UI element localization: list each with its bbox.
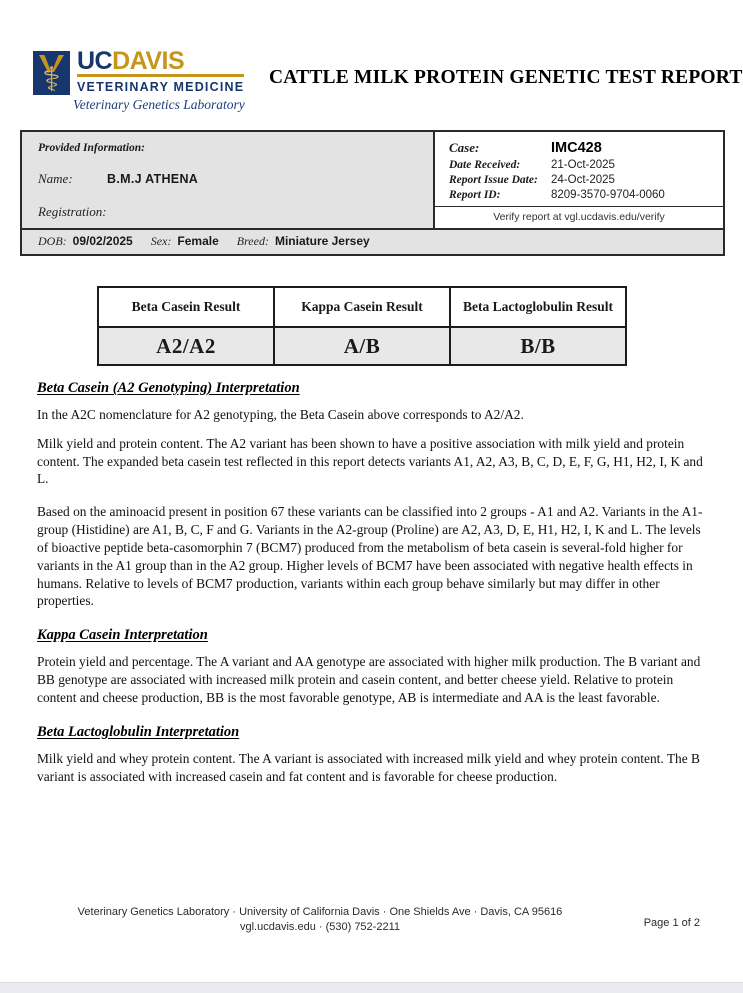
ucdavis-logo: [33, 47, 257, 113]
uc-text: UC: [77, 47, 113, 75]
page-bottom-band: [0, 982, 743, 993]
sex-value: Female: [177, 234, 219, 248]
case-label: Case:: [449, 140, 480, 155]
report-header: [0, 0, 743, 113]
date-received-value: 21-Oct-2025: [551, 159, 615, 171]
registration-label: Registration:: [38, 204, 107, 219]
interpretation-content: [0, 366, 743, 785]
vet-med-label: VETERINARY MEDICINE: [77, 80, 245, 94]
report-id-label: Report ID:: [449, 189, 501, 201]
breed-label: Breed:: [236, 234, 269, 248]
report-footer: [0, 905, 743, 934]
page-number: Page 1 of 2: [643, 917, 700, 929]
logo-text-block: [73, 47, 245, 113]
caduceus-v-icon: [33, 51, 70, 95]
case-rows: [435, 140, 723, 204]
results-table: [97, 286, 627, 366]
footer-address-line: Veterinary Genetics Laboratory · University of California Davis · One Shields Ave · Davis, CA 95616: [77, 906, 563, 918]
provided-information-panel: [22, 132, 435, 228]
beta-casein-paragraph-2: Milk yield and protein content. The A2 variant has been shown to have a positive association with milk yield and protein content. The expanded beta casein test reflected in this report detects variants A1, A2, A3, B, C, D, E, F, G, H1, H2, I, K and L.: [37, 435, 703, 487]
name-row: [38, 171, 423, 187]
ucdavis-wordmark: [77, 47, 245, 75]
beta-casein-result-header: Beta Casein Result: [98, 287, 274, 327]
date-received-label: Date Received:: [449, 159, 521, 171]
beta-lactoglobulin-interpretation-heading: Beta Lactoglobulin Interpretation: [37, 723, 240, 740]
case-details-panel: [435, 132, 723, 228]
report-issue-date-row: [449, 174, 713, 186]
kappa-casein-paragraph-1: Protein yield and percentage. The A variant and AA genotype are associated with higher milk production. The B variant and BB genotype are associated with increased milk protein and casein content, and better cheese yield. Relative to protein content and cheese production, BB is the most favorable genotype, AB is intermediate and AA is the least favorable.: [37, 654, 701, 705]
footer-contact-line: vgl.ucdavis.edu · (530) 752-2211: [239, 920, 400, 933]
beta-casein-interpretation-section: [37, 380, 710, 610]
beta-casein-paragraph-1: In the A2C nomenclature for A2 genotyping, the Beta Casein above corresponds to A2/A2.: [37, 407, 524, 422]
registration-row: [38, 204, 423, 220]
verify-report-link[interactable]: Verify report at vgl.ucdavis.edu/verify: [435, 206, 723, 228]
date-received-row: [449, 159, 713, 171]
svg-text:⚕: ⚕: [42, 60, 61, 95]
provided-information-label: Provided Information:: [38, 142, 146, 154]
report-title: CATTLE MILK PROTEIN GENETIC TEST REPORT: [269, 67, 743, 88]
dob-label: DOB:: [38, 234, 67, 248]
name-label: Name:: [38, 171, 73, 186]
results-header-row: [98, 287, 626, 327]
case-row: [449, 140, 713, 156]
beta-casein-interpretation-heading: Beta Casein (A2 Genotyping) Interpretation: [37, 380, 300, 396]
beta-lactoglobulin-result-header: Beta Lactoglobulin Result: [450, 287, 626, 327]
footer-address-block: [0, 905, 640, 934]
kappa-casein-interpretation-heading: Kappa Casein Interpretation: [37, 627, 208, 644]
davis-text: DAVIS: [112, 47, 185, 75]
beta-lactoglobulin-result-value: B/B: [450, 327, 626, 365]
sex-label: Sex:: [150, 234, 172, 248]
report-issue-date-value: 24-Oct-2025: [551, 174, 615, 186]
case-info-box: [20, 130, 725, 256]
beta-lactoglobulin-paragraph-1: Milk yield and whey protein content. The A variant is associated with increased milk yield and whey protein content. The B variant is associated with increased casein and fat content and is favorable for cheese production.: [37, 750, 700, 784]
report-issue-date-label: Report Issue Date:: [449, 174, 538, 186]
beta-lactoglobulin-interpretation-section: [37, 724, 710, 786]
case-value: IMC428: [551, 140, 602, 156]
beta-casein-paragraph-3: Based on the aminoacid present in position 67 these variants can be classified into 2 groups - A1 and A2. Variants in the A1-group (Histidine) are A1, B, C, F and G. Variants in the A2-group (Proline) are A2, A3, D, E, H1, H2, I, K and L. The levels of bioactive peptide beta-casomorphin 7 (BCM7) produced from the metabolism of beta casein is several-fold higher for variants in the A1 group than in the A2 group. Higher levels of BCM7 have been associated with negative health effects in humans. Relative to levels of BCM7 production, variants within each group behave similarly but may differ in other properties.: [37, 504, 703, 609]
results-value-row: [98, 327, 626, 365]
kappa-casein-interpretation-section: [37, 627, 710, 706]
beta-casein-result-value: A2/A2: [98, 327, 274, 365]
animal-details-row: [22, 228, 723, 254]
report-id-value: 8209-3570-9704-0060: [551, 189, 665, 201]
dob-value: 09/02/2025: [72, 234, 133, 248]
breed-value: Miniature Jersey: [274, 234, 370, 248]
lab-name-label: Veterinary Genetics Laboratory: [73, 97, 245, 112]
kappa-casein-result-value: A/B: [274, 327, 450, 365]
kappa-casein-result-header: Kappa Casein Result: [274, 287, 450, 327]
report-id-row: [449, 189, 713, 201]
name-value: B.M.J ATHENA: [107, 172, 199, 186]
